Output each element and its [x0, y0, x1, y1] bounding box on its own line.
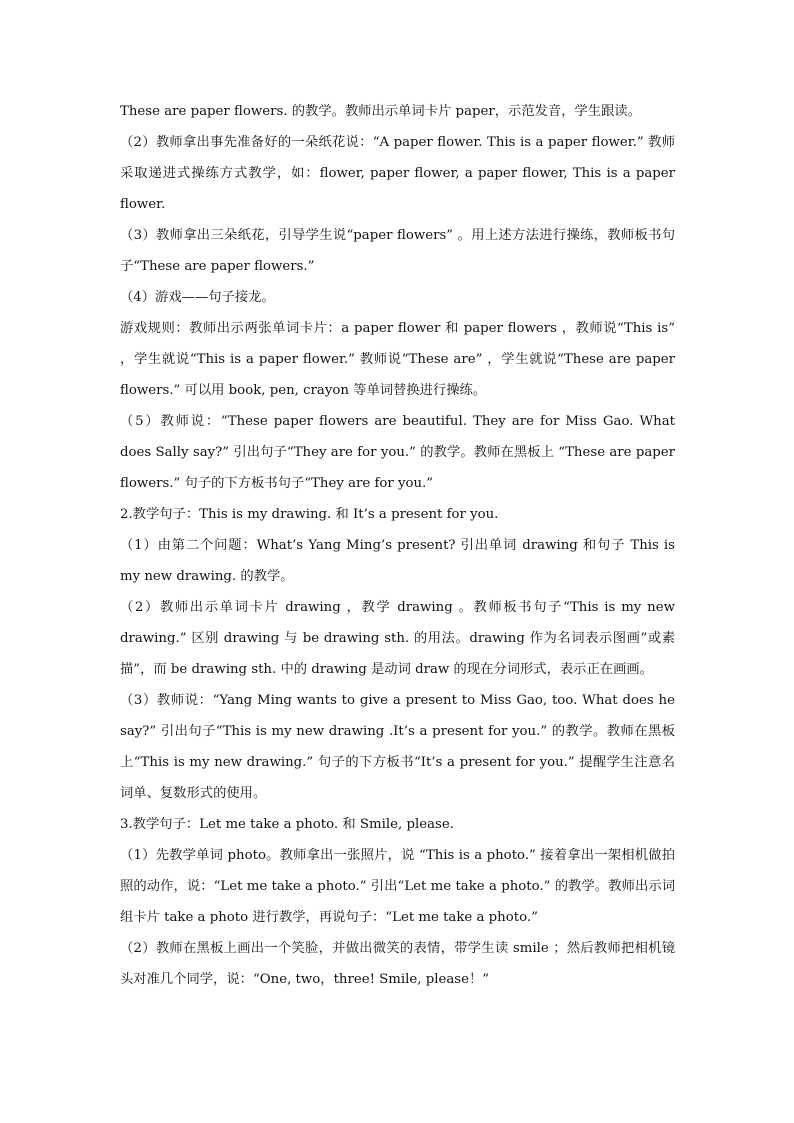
section-heading-3: 3.教学句子：Let me take a photo. 和 Smile, please.: [120, 817, 454, 832]
paragraph-2: （2）教师拿出事先准备好的一朵纸花说：“A paper flower. This is a paper flower.” 教师采取递进式操练方式教学，如：flower, paper flower, a paper flower, This is a paper flower.: [120, 135, 675, 212]
paragraph-3: （3）教师拿出三朵纸花，引导学生说“paper flowers” 。用上述方法进行操练，教师板书句子“These are paper flowers.”: [120, 228, 675, 274]
paragraph-4: （4）游戏——句子接龙。: [120, 290, 275, 305]
paragraph-13: （2）教师在黑板上画出一个笑脸，并做出微笑的表情，带学生读 smile ；然后教师把相机镜头对准几个同学，说：“One, two，three! Smile, please！”: [120, 941, 675, 987]
paragraph-9: （2）教师出示单词卡片 drawing ，教学 drawing 。教师板书句子“This is my new drawing.” 区别 drawing 与 be drawing sth. 的用法。drawing 作为名词表示图画”或素描”，而 be drawing sth. 中的 drawing 是动词 draw 的现在分词形式，表示正在画画。: [120, 600, 675, 677]
section-heading-2: 2.教学句子：This is my drawing. 和 It’s a present for you.: [120, 507, 499, 522]
paragraph-1: These are paper flowers. 的教学。教师出示单词卡片 paper，示范发音，学生跟读。: [120, 104, 641, 119]
paragraph-6: （5）教师说：“These paper flowers are beautiful. They are for Miss Gao. What does Sally say?” 引出句子“They are for you.” 的教学。教师在黑板上 “These are paper flowers.” 句子的下方板书句子“They are for you.”: [120, 414, 675, 491]
paragraph-12: （1）先教学单词 photo。教师拿出一张照片，说 “This is a photo.” 接着拿出一架相机做拍照的动作，说：“Let me take a photo.” 引出“Let me take a photo.” 的教学。教师出示词组卡片 take a photo 进行教学，再说句子：“Let me take a photo.”: [120, 848, 675, 925]
paragraph-10: （3）教师说：“Yang Ming wants to give a present to Miss Gao, too. What does he say?” 引出句子“This is my new drawing .It’s a present for you.” 的教学。教师在黑板上“This is my new drawing.” 句子的下方板书“It’s a present for you.” 提醒学生注意名词单、复数形式的使用。: [120, 693, 675, 801]
paragraph-5: 游戏规则：教师出示两张单词卡片：a paper flower 和 paper flowers ，教师说“This is” ，学生就说“This is a paper flower.” 教师说“These are” ，学生就说“These are paper flowers.” 可以用 book, pen, crayon 等单词替换进行操练。: [120, 321, 675, 398]
document-body: [120, 96, 675, 995]
paragraph-8: （1）由第二个问题：What’s Yang Ming’s present? 引出单词 drawing 和句子 This is my new drawing. 的教学。: [120, 538, 675, 584]
